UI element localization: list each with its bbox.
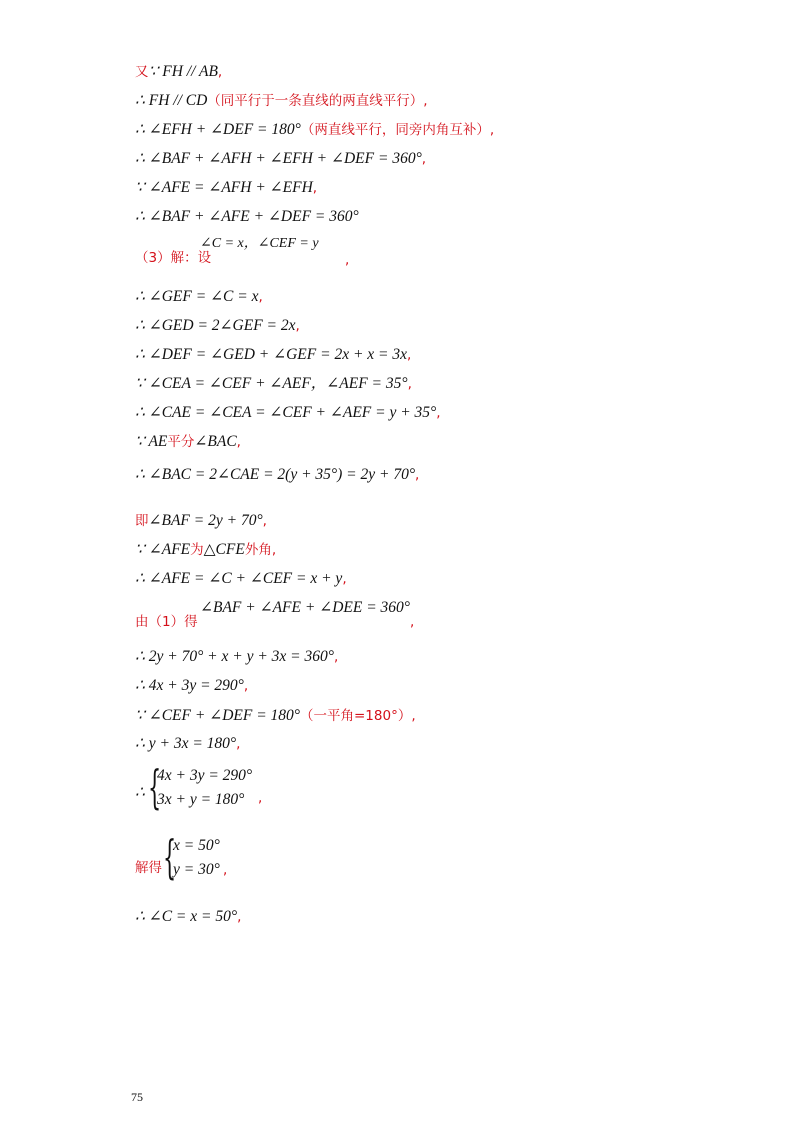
proof-line	[135, 706, 416, 726]
math-expr: ∵ ∠CEF + ∠DEF = 180°	[135, 707, 300, 724]
proof-line	[135, 465, 419, 485]
punct: ,	[415, 467, 420, 483]
punct: ,	[217, 64, 223, 80]
word: 外角	[244, 542, 272, 558]
math-expr: ∠BAF = 2y + 70°	[148, 512, 263, 529]
math-expr: ∵ ∠AFE	[135, 541, 191, 558]
proof-line-math-raised	[200, 234, 319, 254]
proof-line	[135, 287, 263, 307]
word: 平分	[167, 434, 195, 450]
left-brace: {	[148, 760, 162, 814]
proof-line	[135, 432, 241, 452]
proof-line	[135, 91, 428, 111]
punct: ,	[258, 289, 263, 305]
punct: ,	[342, 571, 347, 587]
solution-x: x = 50°	[173, 837, 220, 854]
word: 为	[190, 542, 204, 558]
proof-line	[135, 511, 267, 531]
punct-line	[410, 612, 414, 632]
punct: ,	[411, 708, 416, 724]
left-brace: {	[163, 830, 177, 884]
math-expr: ∠BAC	[194, 433, 237, 450]
equation-system	[157, 764, 252, 812]
punct: ,	[436, 405, 441, 421]
punct-line	[258, 788, 262, 808]
line-prefix: 解得	[135, 860, 162, 876]
solution-system	[173, 834, 220, 882]
equation-1: 4x + 3y = 290°	[157, 767, 253, 784]
math-expr: ∵ ∠CEA = ∠CEF + ∠AEF，∠AEF = 35°	[135, 375, 408, 392]
line-prefix: 又	[135, 64, 149, 80]
math-expr: ∴ ∠CAE = ∠CEA = ∠CEF + ∠AEF = y + 35°	[135, 404, 437, 421]
proof-line	[135, 647, 338, 667]
punct: ,	[423, 93, 428, 109]
proof-line-math-raised	[200, 598, 410, 618]
math-expr: ∴ ∠BAF + ∠AFH + ∠EFH + ∠DEF = 360°	[135, 150, 422, 167]
math-expr: ∴ ∠AFE = ∠C + ∠CEF = x + y	[135, 570, 343, 587]
proof-line	[135, 612, 198, 632]
equation-2: 3x + y = 180°	[157, 791, 245, 808]
punct: ,	[271, 542, 277, 558]
math-expr: ∴ y + 3x = 180°	[135, 735, 237, 752]
math-expr: ∴ 2y + 70° + x + y + 3x = 360°	[135, 648, 334, 665]
punct: ,	[258, 790, 263, 806]
proof-line	[135, 120, 494, 140]
solution-y: y = 30°	[173, 861, 220, 878]
page-number: 75	[131, 1090, 143, 1104]
proof-line	[135, 403, 441, 423]
punct: ,	[421, 151, 427, 167]
reason-note: （同平行于一条直线的两直线平行）	[207, 93, 424, 109]
proof-line	[135, 178, 317, 198]
punct: ,	[295, 318, 300, 334]
proof-line	[135, 734, 240, 754]
math-expr: ∴ ∠BAF + ∠AFE + ∠DEF = 360°	[135, 208, 359, 225]
math-expr: ∴	[135, 784, 145, 801]
punct-line	[345, 250, 349, 270]
line-prefix: 由（1）得	[135, 614, 198, 630]
punct: ,	[407, 347, 412, 363]
proof-line	[135, 676, 248, 696]
punct: ,	[236, 434, 241, 450]
punct: ,	[410, 614, 415, 630]
punct: ,	[243, 678, 249, 694]
punct: ,	[407, 376, 412, 392]
line-prefix: 即	[135, 513, 149, 529]
proof-line	[135, 345, 411, 365]
punct: ,	[312, 180, 318, 196]
therefore-symbol	[135, 783, 145, 803]
punct: ,	[489, 122, 495, 138]
proof-line	[135, 907, 241, 927]
punct-line	[223, 860, 227, 880]
proof-line	[135, 858, 162, 878]
math-expr: ∴ ∠GEF = ∠C = x	[135, 288, 259, 305]
proof-line	[135, 569, 347, 589]
proof-line	[135, 149, 426, 169]
section-label: （3）解：设	[135, 250, 212, 266]
math-expr: ∵ FH // AB	[148, 63, 218, 80]
math-expr: ∴ 4x + 3y = 290°	[135, 677, 244, 694]
math-expr: ∠BAF + ∠AFE + ∠DEE = 360°	[200, 599, 410, 616]
punct: ,	[223, 862, 228, 878]
proof-line	[135, 248, 211, 268]
math-expr: △CFE	[203, 541, 245, 558]
math-expr: ∴ ∠GED = 2∠GEF = 2x	[135, 317, 296, 334]
math-expr: ∴ ∠EFH + ∠DEF = 180°	[135, 121, 301, 138]
math-expr: ∴ ∠C = x = 50°	[135, 908, 238, 925]
punct: ,	[237, 909, 242, 925]
reason-note: （一平角=180°）	[299, 708, 412, 724]
punct: ,	[345, 252, 350, 268]
proof-line	[135, 540, 276, 560]
math-expr: ∴ FH // CD	[135, 92, 208, 109]
proof-line	[135, 316, 300, 336]
math-expr: ∠C = x，∠CEF = y	[200, 236, 319, 251]
punct: ,	[236, 736, 241, 752]
math-expr: ∴ ∠BAC = 2∠CAE = 2(y + 35°) = 2y + 70°	[135, 466, 416, 483]
proof-line	[135, 207, 359, 227]
math-expr: ∵ AE	[135, 433, 168, 450]
punct: ,	[333, 649, 339, 665]
proof-line	[135, 62, 222, 82]
math-expr: ∵ ∠AFE = ∠AFH + ∠EFH	[135, 179, 313, 196]
punct: ,	[262, 513, 267, 529]
math-expr: ∴ ∠DEF = ∠GED + ∠GEF = 2x + x = 3x	[135, 346, 407, 363]
reason-note: （两直线平行，同旁内角互补）	[300, 122, 490, 138]
proof-line	[135, 374, 412, 394]
